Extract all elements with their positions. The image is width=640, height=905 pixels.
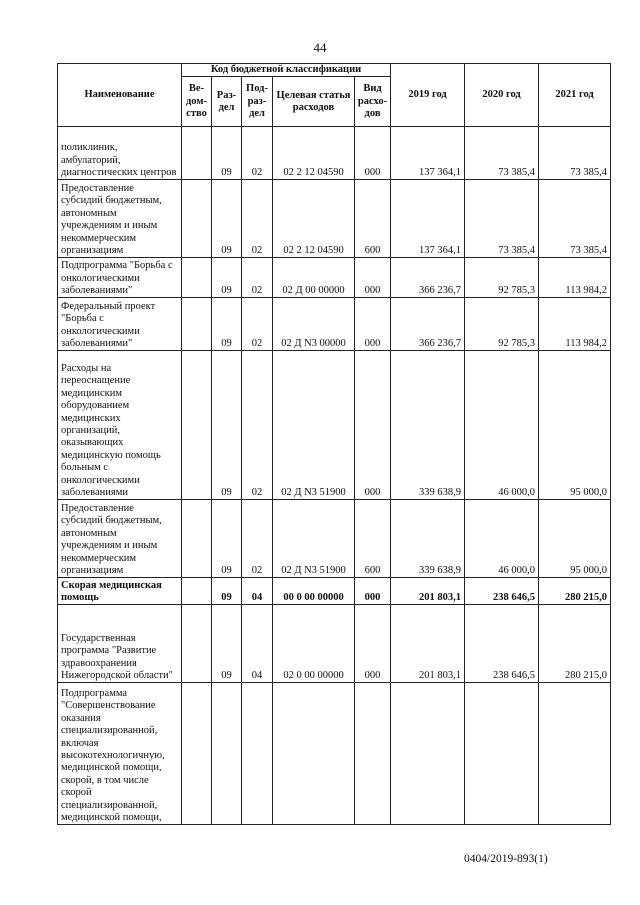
row-name: Предоставление субсидий бюджетным, автономным учреждениям и иным некоммерческим организациям [58, 180, 182, 258]
row-name: Предоставление субсидий бюджетным, автономным учреждениям и иным некоммерческим организациям [58, 500, 182, 578]
cell-2019: 201 803,1 [391, 578, 465, 605]
cell-2019: 366 236,7 [391, 258, 465, 298]
cell-2020: 92 785,3 [465, 258, 539, 298]
cell-target: 02 2 12 04590 [273, 127, 355, 180]
cell-2019 [391, 683, 465, 825]
budget-table [57, 63, 611, 825]
cell-target: 02 Д N3 51900 [273, 500, 355, 578]
cell-2021: 113 984,2 [539, 298, 611, 351]
cell-podrazdel: 02 [242, 298, 273, 351]
cell-2019: 201 803,1 [391, 605, 465, 683]
row-name: Государственная программа "Развитие здравоохранения Нижегородской области" [58, 605, 182, 683]
page-number: 44 [313, 40, 327, 55]
cell-target: 02 2 12 04590 [273, 180, 355, 258]
cell-vedomstvo [182, 127, 212, 180]
cell-podrazdel: 02 [242, 180, 273, 258]
cell-razdel: 09 [212, 351, 242, 500]
cell-vedomstvo [182, 180, 212, 258]
row-name: Федеральный проект "Борьба с онкологическими заболеваниями" [58, 298, 182, 351]
cell-razdel: 09 [212, 605, 242, 683]
header-2020: 2020 год [465, 64, 539, 127]
cell-vedomstvo [182, 578, 212, 605]
cell-razdel: 09 [212, 500, 242, 578]
cell-2020 [465, 683, 539, 825]
cell-2021 [539, 683, 611, 825]
header-vedomstvo: Ве-дом-ство [182, 77, 212, 127]
cell-razdel: 09 [212, 258, 242, 298]
table-row [58, 127, 611, 180]
cell-podrazdel: 02 [242, 258, 273, 298]
table-row [58, 605, 611, 683]
cell-2020: 73 385,4 [465, 127, 539, 180]
table-row [58, 500, 611, 578]
cell-2021: 280 215,0 [539, 605, 611, 683]
header-vid: Вид расхо-дов [355, 77, 391, 127]
cell-2019: 339 638,9 [391, 351, 465, 500]
cell-podrazdel: 04 [242, 605, 273, 683]
cell-vid: 000 [355, 351, 391, 500]
cell-2019: 137 364,1 [391, 180, 465, 258]
cell-target: 02 Д N3 00000 [273, 298, 355, 351]
table-row [58, 351, 611, 500]
cell-2021: 113 984,2 [539, 258, 611, 298]
header-2021: 2021 год [539, 64, 611, 127]
cell-vid: 000 [355, 127, 391, 180]
cell-vedomstvo [182, 351, 212, 500]
cell-razdel: 09 [212, 578, 242, 605]
table-row [58, 578, 611, 605]
header-podrazdel: Под-раз-дел [242, 77, 273, 127]
cell-2021: 95 000,0 [539, 351, 611, 500]
cell-vid: 000 [355, 578, 391, 605]
cell-2021: 73 385,4 [539, 127, 611, 180]
cell-2019: 137 364,1 [391, 127, 465, 180]
row-name: Скорая медицинская помощь [58, 578, 182, 605]
cell-2020: 73 385,4 [465, 180, 539, 258]
cell-2020: 238 646,5 [465, 578, 539, 605]
cell-vedomstvo [182, 500, 212, 578]
cell-2019: 339 638,9 [391, 500, 465, 578]
cell-target: 00 0 00 00000 [273, 578, 355, 605]
row-name: Подпрограмма "Борьба с онкологическими заболеваниями" [58, 258, 182, 298]
header-razdel: Раз-дел [212, 77, 242, 127]
cell-razdel: 09 [212, 180, 242, 258]
cell-podrazdel [242, 683, 273, 825]
cell-vedomstvo [182, 298, 212, 351]
cell-2021: 280 215,0 [539, 578, 611, 605]
document-code: 0404/2019-893(1) [464, 853, 548, 865]
header-name: Наименование [58, 64, 182, 127]
cell-podrazdel: 02 [242, 351, 273, 500]
cell-2019: 366 236,7 [391, 298, 465, 351]
header-kbk: Код бюджетной классификации [182, 64, 391, 77]
header-target: Целевая статья расходов [273, 77, 355, 127]
cell-vid: 000 [355, 258, 391, 298]
header-2019: 2019 год [391, 64, 465, 127]
cell-2020: 46 000,0 [465, 351, 539, 500]
cell-2020: 92 785,3 [465, 298, 539, 351]
cell-2020: 238 646,5 [465, 605, 539, 683]
cell-2021: 95 000,0 [539, 500, 611, 578]
cell-vid: 000 [355, 298, 391, 351]
cell-razdel: 09 [212, 127, 242, 180]
table-row [58, 180, 611, 258]
row-name: поликлиник, амбулаторий, диагностических центров [58, 127, 182, 180]
cell-vedomstvo [182, 605, 212, 683]
cell-vid: 600 [355, 500, 391, 578]
cell-podrazdel: 02 [242, 127, 273, 180]
cell-vedomstvo [182, 258, 212, 298]
cell-target [273, 683, 355, 825]
row-name: Подпрограмма "Совершенствование оказания специализированной, включая высокотехнологичную, медицинской помощи, скорой, в том числе скорой специализированной, медицинской помощи, [58, 683, 182, 825]
cell-razdel [212, 683, 242, 825]
cell-2021: 73 385,4 [539, 180, 611, 258]
table-body [58, 127, 611, 825]
cell-vedomstvo [182, 683, 212, 825]
cell-podrazdel: 02 [242, 500, 273, 578]
cell-target: 02 Д 00 00000 [273, 258, 355, 298]
row-name: Расходы на переоснащение медицинским оборудованием медицинских организаций, оказывающих медицинскую помощь больным с онкологическими заболеваниями [58, 351, 182, 500]
cell-target: 02 Д N3 51900 [273, 351, 355, 500]
cell-vid: 600 [355, 180, 391, 258]
table-row [58, 298, 611, 351]
cell-vid: 000 [355, 605, 391, 683]
cell-vid [355, 683, 391, 825]
cell-target: 02 0 00 00000 [273, 605, 355, 683]
cell-2020: 46 000,0 [465, 500, 539, 578]
table-row [58, 683, 611, 825]
cell-razdel: 09 [212, 298, 242, 351]
cell-podrazdel: 04 [242, 578, 273, 605]
table-row [58, 258, 611, 298]
